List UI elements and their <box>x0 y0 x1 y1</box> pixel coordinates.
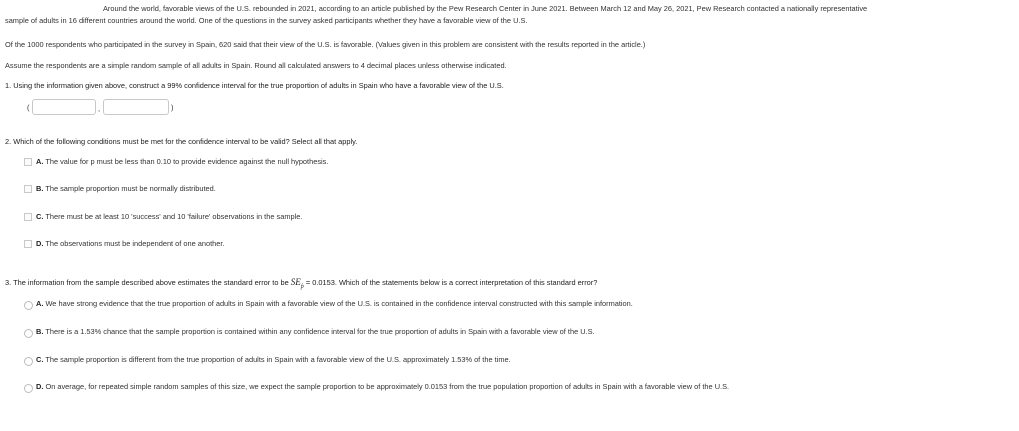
q3-option-a-letter: A. <box>36 299 44 308</box>
q2-option-b-checkbox[interactable] <box>24 185 32 193</box>
q1-open-paren: ( <box>27 103 30 112</box>
q3-prompt-before: 3. The information from the sample described above estimates the standard error to be <box>5 278 289 287</box>
q3-se-letters: SE <box>290 277 301 287</box>
q3-option-c-letter: C. <box>36 355 44 364</box>
q1-close-paren: ) <box>171 103 174 112</box>
q3-option-a-text: We have strong evidence that the true proportion of adults in Spain with a favorable view of the U.S. is contained in the confidence interval constructed with this sample information. <box>45 299 633 308</box>
q2-option-c-letter: C. <box>36 212 44 221</box>
q2-option-a-checkbox[interactable] <box>24 158 32 166</box>
q3-option-b-radio[interactable] <box>24 329 33 338</box>
q2-option-c-text: There must be at least 10 'success' and 10 'failure' observations in the sample. <box>45 212 303 221</box>
q3-prompt <box>5 277 597 290</box>
q3-option-c-text: The sample proportion is different from the true proportion of adults in Spain with a favorable view of the U.S. approximately 1.53% of the time. <box>45 355 511 364</box>
q2-option-b-text: The sample proportion must be normally distributed. <box>45 184 216 193</box>
q2-option-a-letter: A. <box>36 157 44 166</box>
q2-option-b-letter: B. <box>36 184 44 193</box>
q1-prompt: 1. Using the information given above, construct a 99% confidence interval for the true proportion of adults in Spain who have a favorable view of the U.S. <box>5 81 504 90</box>
q3-prompt-after: Which of the statements below is a correct interpretation of this standard error? <box>338 278 598 287</box>
q1-lower-bound-input[interactable] <box>32 99 96 115</box>
q3-se-subscript: p̂ <box>300 283 304 290</box>
q3-option-a-radio[interactable] <box>24 301 33 310</box>
q3-option-a[interactable] <box>36 299 633 308</box>
q2-option-d[interactable] <box>36 239 224 248</box>
intro-assumption: Assume the respondents are a simple random sample of all adults in Spain. Round all calculated answers to 4 decimal places unless otherwise indicated. <box>5 61 507 70</box>
q3-option-b-text: There is a 1.53% chance that the sample proportion is contained within any confidence interval for the true proportion of adults in Spain with a favorable view of the U.S. <box>45 327 595 336</box>
q3-option-d-letter: D. <box>36 382 44 391</box>
q1-upper-bound-input[interactable] <box>103 99 169 115</box>
q3-option-c[interactable] <box>36 355 511 364</box>
q3-option-d-text: On average, for repeated simple random samples of this size, we expect the sample proportion to be approximately 0.0153 from the true population proportion of adults in Spain with a favorable view of the U.S. <box>45 382 730 391</box>
q2-option-c[interactable] <box>36 212 302 221</box>
q3-se-symbol <box>290 277 304 290</box>
q2-option-d-letter: D. <box>36 239 44 248</box>
q2-prompt: 2. Which of the following conditions must be met for the confidence interval to be valid? Select all that apply. <box>5 137 358 146</box>
q3-option-c-radio[interactable] <box>24 357 33 366</box>
q3-se-value: = 0.0153. <box>305 278 337 287</box>
q3-option-b[interactable] <box>36 327 595 336</box>
intro-respondents: Of the 1000 respondents who participated in the survey in Spain, 620 said that their view of the U.S. is favorable. (Values given in this problem are consistent with the results reported in the article.) <box>5 40 646 49</box>
intro-line-1: Around the world, favorable views of the U.S. rebounded in 2021, according to an article published by the Pew Research Center in June 2021. Between March 12 and May 26, 2021, Pew Research contacted a nationally representative <box>103 4 868 13</box>
q3-option-b-letter: B. <box>36 327 44 336</box>
q2-option-b[interactable] <box>36 184 216 193</box>
q2-option-d-checkbox[interactable] <box>24 240 32 248</box>
q1-comma: , <box>98 104 101 113</box>
q3-option-d[interactable] <box>36 382 729 391</box>
intro-line-2: sample of adults in 16 different countries around the world. One of the questions in the survey asked participants whether they have a favorable view of the U.S. <box>5 16 528 25</box>
q2-option-c-checkbox[interactable] <box>24 213 32 221</box>
q3-option-d-radio[interactable] <box>24 384 33 393</box>
q2-option-d-text: The observations must be independent of one another. <box>45 239 225 248</box>
q2-option-a-text: The value for p must be less than 0.10 to provide evidence against the null hypothesis. <box>45 157 329 166</box>
q2-option-a[interactable] <box>36 157 328 166</box>
